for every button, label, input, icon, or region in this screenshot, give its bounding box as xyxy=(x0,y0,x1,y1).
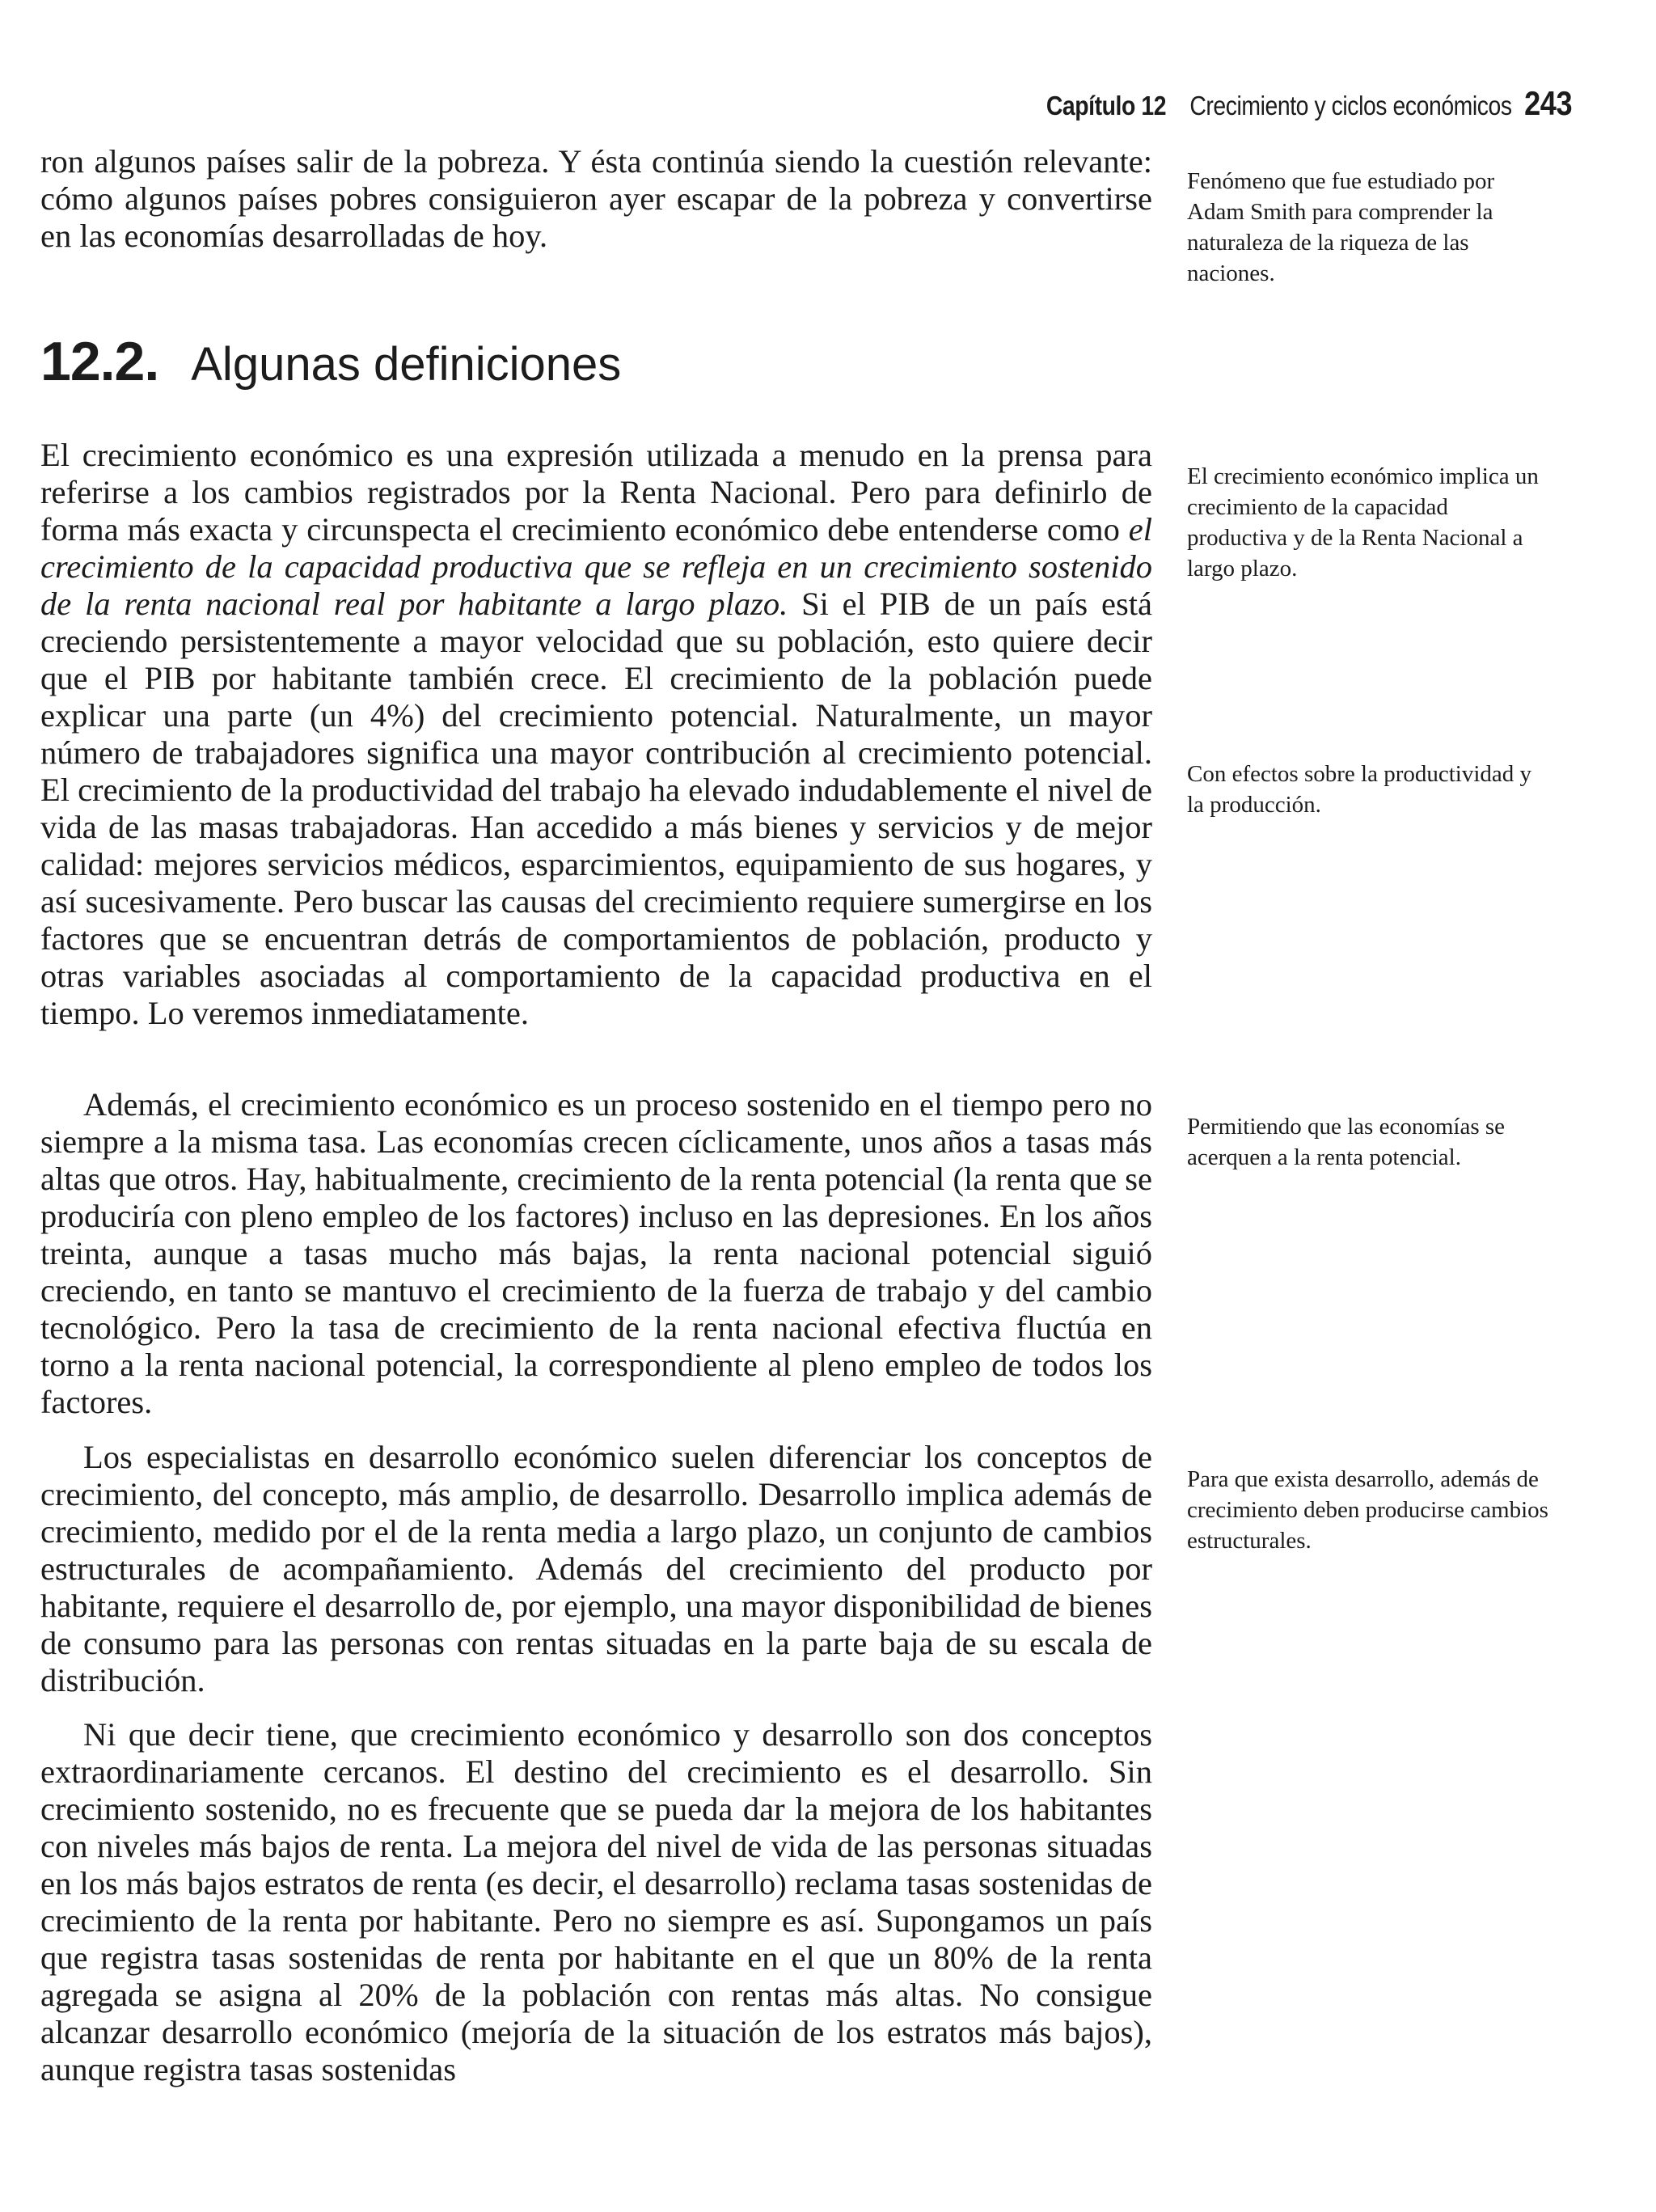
body-text xyxy=(40,437,1152,1032)
body-text-3 xyxy=(40,1439,1152,1699)
paragraph-1-part-1: El crecimiento económico es una expresión utilizada a menudo en la prensa para referirse a los cambios registrados por la Renta Nacional. Pero para definirlo de forma más exacta y circunspecta el crecimiento económico debe entenderse como xyxy=(40,437,1152,548)
paragraph-2: Además, el crecimiento económico es un proceso sostenido en el tiempo pero no siempre a la misma tasa. Las economías crecen cíclicamente, unos años a tasas más altas que otros. Hay, habitualmente, crecimiento de la renta potencial (la renta que se produciría con pleno empleo de los factores) incluso en las depresiones. En los años treinta, aunque a tasas mucho más bajas, la renta nacional potencial siguió creciendo, en tanto se mantuvo el crecimiento de la fuerza de trabajo y del cambio tecnológico. Pero la tasa de crecimiento de la renta nacional efectiva fluctúa en torno a la renta nacional potencial, la correspondiente al pleno empleo de todos los factores. xyxy=(40,1086,1152,1420)
section-heading xyxy=(40,330,621,393)
margin-note: Permitiendo que las economías se acerquen a la renta potencial. xyxy=(1187,1114,1506,1170)
running-header xyxy=(1046,84,1572,123)
margin-note: Con efectos sobre la productividad y la producción. xyxy=(1187,761,1532,818)
paragraph-4: Ni que decir tiene, que crecimiento económico y desarrollo son dos conceptos extraordinariamente cercanos. El destino del crecimiento es el desarrollo. Sin crecimiento sostenido, no es frecuente que se pueda dar la mejora de los habitantes con niveles más bajos de renta. La mejora del nivel de vida de las personas situadas en los más bajos estratos de renta (es decir, el desarrollo) reclama tasas sostenidas de crecimiento de la renta por habitante. Pero no siempre es así. Supongamos un país que registra tasas sostenidas de renta por habitante en el que un 80% de la renta agregada se asigna al 20% de la población con rentas más altas. No consigue alcanzar desarrollo económico (mejoría de la situación de los estratos más bajos), aunque registra tasas sostenidas xyxy=(40,1716,1152,2087)
paragraph-1-part-2: Si el PIB de un país está creciendo persistentemente a mayor velocidad que su población, esto quiere decir que el PIB por habitante también crece. El crecimiento de la población puede explicar una parte (un 4%) del crecimiento potencial. Naturalmente, un mayor número de trabajadores significa una mayor contribución al crecimiento potencial. El crecimiento de la productividad del trabajo ha elevado indudablemente el nivel de vida de las masas trabajadoras. Han accedido a más bienes y servicios y de mejor calidad: mejores servicios médicos, esparcimientos, equipamiento de sus hogares, y así sucesivamente. Pero buscar las causas del crecimiento requiere sumergirse en los factores que se encuentran detrás de comportamientos de población, producto y otras variables asociadas al comportamiento de la capacidad productiva en el tiempo. Lo veremos inmediatamente. xyxy=(40,586,1152,1031)
section-number: 12.2. xyxy=(40,331,159,392)
chapter-label: Capítulo 12 xyxy=(1046,91,1166,121)
paragraph-1 xyxy=(40,437,1152,1032)
paragraph-3: Los especialistas en desarrollo económico suelen diferenciar los conceptos de crecimiento, del concepto, más amplio, de desarrollo. Desarrollo implica además de crecimiento, medido por el de la renta media a largo plazo, un conjunto de cambios estructurales de acompañamiento. Además del crecimiento del producto por habitante, requiere el desarrollo de, por ejemplo, una mayor disponibilidad de bienes de consumo para las personas con rentas situadas en la parte baja de su escala de distribución. xyxy=(40,1439,1152,1698)
margin-note: Para que exista desarrollo, además de crecimiento deben producirse cambios estructurales. xyxy=(1187,1466,1548,1554)
margin-note: Fenómeno que fue estudiado por Adam Smith para comprender la naturaleza de la riqueza de las naciones. xyxy=(1187,168,1495,286)
body-text-2 xyxy=(40,1086,1152,1421)
intro-paragraph: ron algunos países salir de la pobreza. Y ésta continúa siendo la cuestión relevante: cómo algunos países pobres consiguieron ayer escapar de la pobreza y convertirse en las economías desarrolladas de hoy. xyxy=(40,143,1152,254)
body-text-4 xyxy=(40,1716,1152,2088)
intro-paragraph-block xyxy=(40,143,1152,255)
section-title: Algunas definiciones xyxy=(191,338,622,391)
chapter-title: Crecimiento y ciclos económicos xyxy=(1189,91,1512,121)
margin-note: El crecimiento económico implica un crecimiento de la capacidad productiva y de la Renta Nacional a largo plazo. xyxy=(1187,463,1539,582)
page-number: 243 xyxy=(1524,84,1572,122)
definition-emphasis: el crecimiento de la capacidad productiva que se refleja en un crecimiento sostenido de la renta nacional real por habitante a largo plazo. xyxy=(40,511,1152,622)
